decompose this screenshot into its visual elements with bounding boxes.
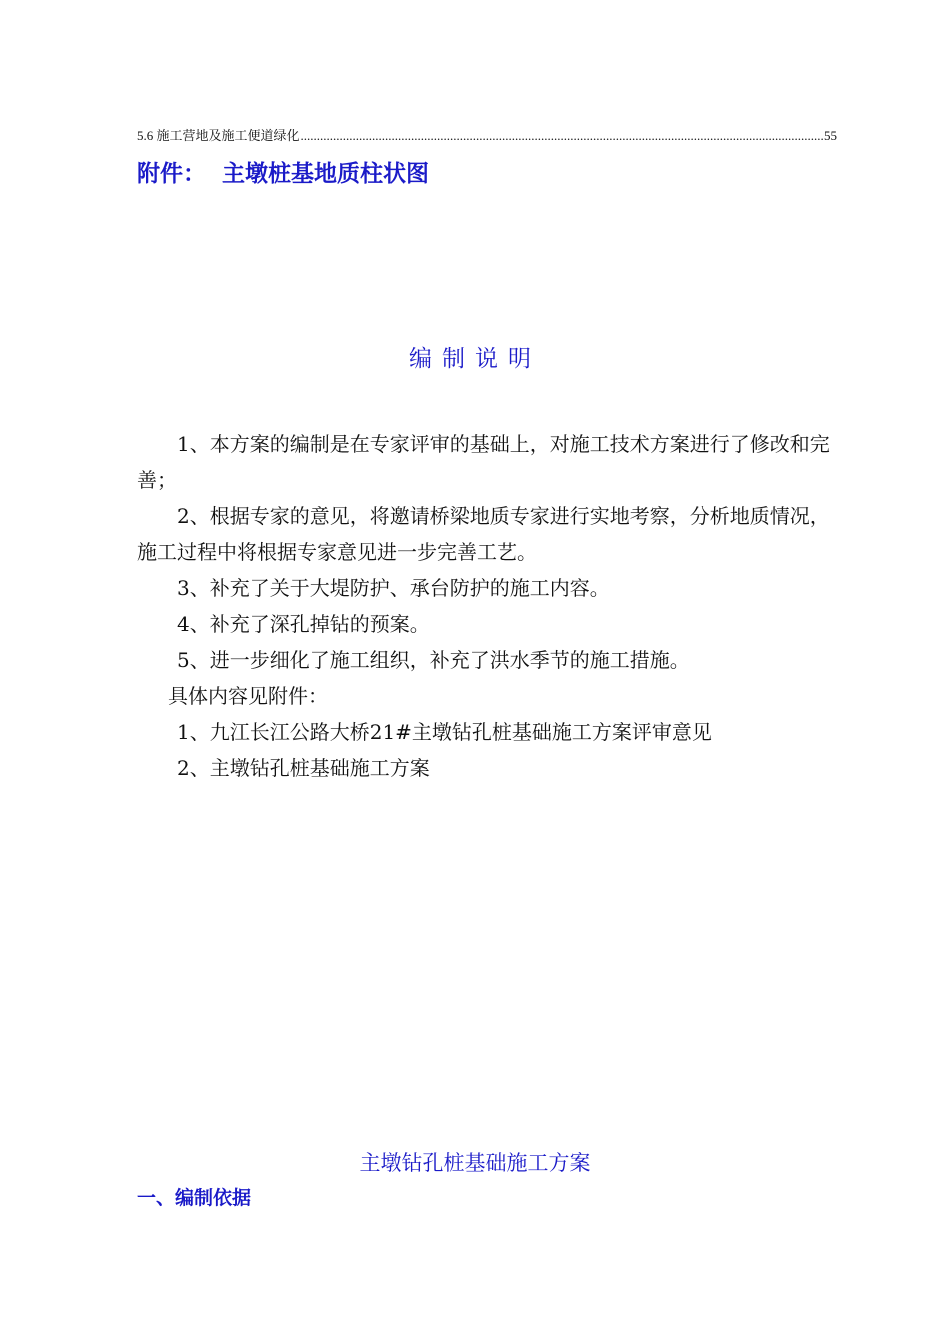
note-item-4: 4、补充了深孔掉钻的预案。 [177,612,430,636]
attachments-intro: 具体内容见附件： [168,684,328,708]
note-item-3: 3、补充了关于大堤防护、承台防护的施工内容。 [177,576,610,600]
note-item-1: 1、本方案的编制是在专家评审的基础上，对施工技术方案进行了修改和完善； [137,432,830,492]
note-item-5: 5、进一步细化了施工组织，补充了洪水季节的施工措施。 [177,648,690,672]
toc-leader-dots [301,127,823,145]
plan-title: 主墩钻孔桩基础施工方案 [359,1151,591,1175]
attachment-item-2: 2、主墩钻孔桩基础施工方案 [177,756,430,780]
toc-entry-page: 55 [824,128,837,143]
appendix-title: 主墩桩基地质柱状图 [222,161,429,187]
appendix-heading [137,158,429,190]
appendix-label: 附件： [137,161,206,187]
note-item-2: 2、根据专家的意见，将邀请桥梁地质专家进行实地考察，分析地质情况，施工过程中将根据专家意见进一步完善工艺。 [137,504,830,564]
toc-entry[interactable] [137,127,837,145]
toc-entry-label: 5.6 施工营地及施工便道绿化 [137,128,300,143]
attachment-item-1: 1、九江长江公路大桥21#主墩钻孔桩基础施工方案评审意见 [177,720,712,744]
compile-notes-title: 编制说明 [409,346,541,372]
section-heading-1: 一、编制依据 [137,1187,252,1209]
